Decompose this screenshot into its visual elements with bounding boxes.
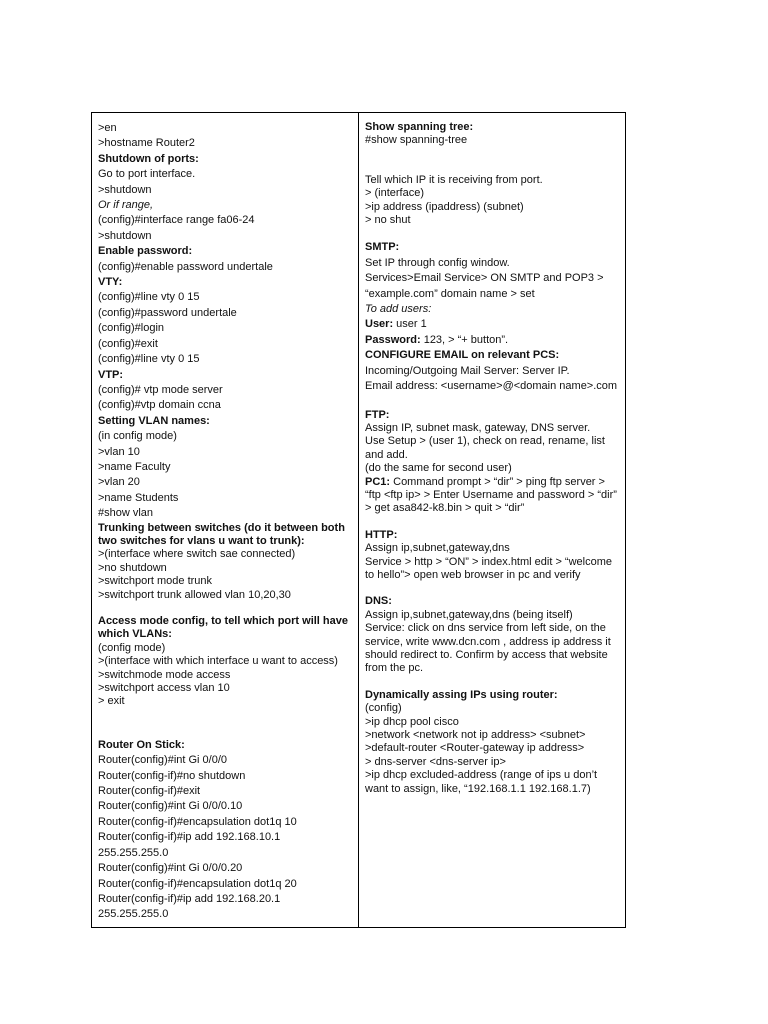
text-line: Assign ip,subnet,gateway,dns (365, 542, 510, 555)
text-line: >ip address (ipaddress) (subnet) (365, 200, 524, 213)
section-heading: Router On Stick: (98, 738, 185, 751)
user-line (365, 317, 619, 332)
text-line: Tell which IP it is receiving from port. (365, 173, 543, 186)
text-line: (config)#line vty 0 15 (98, 291, 200, 304)
section-heading: Trunking between switches (do it between both two switches for vlans u want to trunk): (98, 521, 348, 547)
text-line: >vlan 20 (98, 476, 140, 489)
text-line: >name Students (98, 491, 179, 504)
text-line: >switchport trunk allowed vlan 10,20,30 (98, 588, 291, 601)
text-line: >ip dhcp excluded-address (range of ips u don’t want to assign, like, “192.168.1.1 192.168.1.7) (365, 769, 601, 795)
text-line: >default-router <Router-gateway ip address> (365, 742, 585, 755)
text-line: Router(config)#int Gi 0/0/0.10 (98, 800, 243, 813)
text-line: (config)#vtp domain ccna (98, 399, 221, 412)
spacer (365, 582, 619, 595)
text-line: Router(config)#int Gi 0/0/0.20 (98, 862, 243, 875)
text-line: Set IP through config window. (365, 256, 510, 269)
text-line: (config)#line vty 0 15 (98, 353, 200, 366)
spacer (365, 227, 619, 240)
section-heading: CONFIGURE EMAIL on relevant PCS: (365, 349, 560, 362)
text-line: Service > http > “ON” > index.html edit > “welcome to hello”> open web browser in pc and verify (365, 555, 616, 581)
text-line: >hostname Router2 (98, 137, 195, 150)
text-line: (in config mode) (98, 430, 177, 443)
text-line: (config)# vtp mode server (98, 383, 223, 396)
spacer (365, 395, 619, 409)
user-value: user 1 (393, 318, 427, 331)
text-line: (config) (365, 702, 402, 715)
text-line: Router(config-if)#exit (98, 785, 201, 798)
user-label: User: (365, 318, 394, 331)
section-heading: Access mode config, to tell which port will have which VLANs: (98, 615, 352, 641)
spacer (365, 516, 619, 529)
text-line: (config)#exit (98, 337, 158, 350)
text-line: >switchport mode trunk (98, 575, 213, 588)
text-line: Router(config-if)#no shutdown (98, 769, 246, 782)
text-line: >shutdown (98, 183, 152, 196)
text-line: >en (98, 122, 117, 134)
text-line: > dns-server <dns-server ip> (365, 755, 506, 768)
spacer (98, 709, 352, 738)
text-line: Email address: <username>@<domain name>.com (365, 380, 618, 393)
left-column (92, 113, 359, 927)
text-line: Router(config-if)#encapsulation dot1q 20 (98, 877, 297, 890)
section-heading: HTTP: (365, 528, 398, 541)
section-heading: Shutdown of ports: (98, 152, 199, 165)
text-line: Incoming/Outgoing Mail Server: Server IP. (365, 364, 570, 377)
text-line: >(interface where switch sae connected) (98, 548, 296, 561)
text-line: 255.255.255.0 (98, 846, 169, 859)
right-column (359, 113, 625, 927)
section-heading: VTP: (98, 368, 124, 381)
text-line: (config)#enable password undertale (98, 260, 273, 273)
text-line: Go to port interface. (98, 168, 196, 181)
text-line: Service: click on dns service from left side, on the service, write www.dcn.com , address ip address it should redirect to. Confirm by access that website from the pc. (365, 622, 614, 675)
pc1-value: Command prompt > “dir” > ping ftp server > “ftp <ftp ip> > Enter Username and password > “dir” > get asa842-k8.bin > quit > “dir” (365, 475, 620, 515)
text-line: Router(config-if)#ip add 192.168.10.1 (98, 831, 281, 844)
text-line: >network <network not ip address> <subnet> (365, 729, 586, 742)
text-line: #show spanning-tree (365, 134, 468, 147)
spacer (98, 602, 352, 615)
text-line: > (interface) (365, 187, 424, 200)
section-heading: Show spanning tree: (365, 121, 474, 133)
section-heading: SMTP: (365, 241, 400, 254)
text-line: >ip dhcp pool cisco (365, 715, 459, 728)
text-line: Use Setup > (user 1), check on read, rename, list and add. (365, 435, 609, 461)
text-line: Assign IP, subnet mask, gateway, DNS server. (365, 421, 591, 434)
notes-table (91, 112, 626, 928)
text-line: Router(config-if)#ip add 192.168.20.1 (98, 892, 281, 905)
text-line: >name Faculty (98, 460, 171, 473)
text-line: Router(config-if)#encapsulation dot1q 10 (98, 815, 297, 828)
text-line: (config mode) (98, 641, 166, 654)
section-heading: Enable password: (98, 245, 193, 258)
text-line: >shutdown (98, 229, 152, 242)
text-line: >switchmode mode access (98, 668, 231, 681)
section-heading: VTY: (98, 276, 123, 289)
pc1-label: PC1: (365, 475, 391, 488)
spacer (365, 676, 619, 689)
text-line: 255.255.255.0 (98, 908, 169, 921)
text-line: >(interface with which interface u want to access) (98, 655, 338, 668)
text-line: >no shutdown (98, 561, 167, 574)
text-line: Router(config)#int Gi 0/0/0 (98, 754, 228, 767)
section-heading: Dynamically assing IPs using router: (365, 688, 558, 701)
text-line: #show vlan (98, 507, 154, 520)
text-line: (config)#login (98, 322, 165, 335)
text-line: (config)#interface range fa06-24 (98, 214, 255, 227)
text-line: To add users: (365, 303, 432, 316)
text-line: > exit (98, 695, 125, 708)
text-line: >switchport access vlan 10 (98, 682, 230, 695)
text-line: > no shut (365, 214, 411, 227)
section-heading: FTP: (365, 408, 390, 421)
password-label: Password: (365, 333, 421, 346)
password-line (365, 333, 619, 348)
spacer (365, 148, 619, 174)
text-line: >vlan 10 (98, 445, 140, 458)
text-line: Services>Email Service> ON SMTP and POP3 > “example.com” domain name > set (365, 272, 607, 300)
pc1-line (365, 476, 619, 516)
text-line: Or if range, (98, 199, 154, 212)
section-heading: Setting VLAN names: (98, 414, 210, 427)
section-heading: DNS: (365, 595, 392, 608)
text-line: Assign ip,subnet,gateway,dns (being itself) (365, 608, 573, 621)
text-line: (config)#password undertale (98, 306, 237, 319)
password-value: 123, > “+ button”. (420, 333, 509, 346)
text-line: (do the same for second user) (365, 462, 512, 475)
